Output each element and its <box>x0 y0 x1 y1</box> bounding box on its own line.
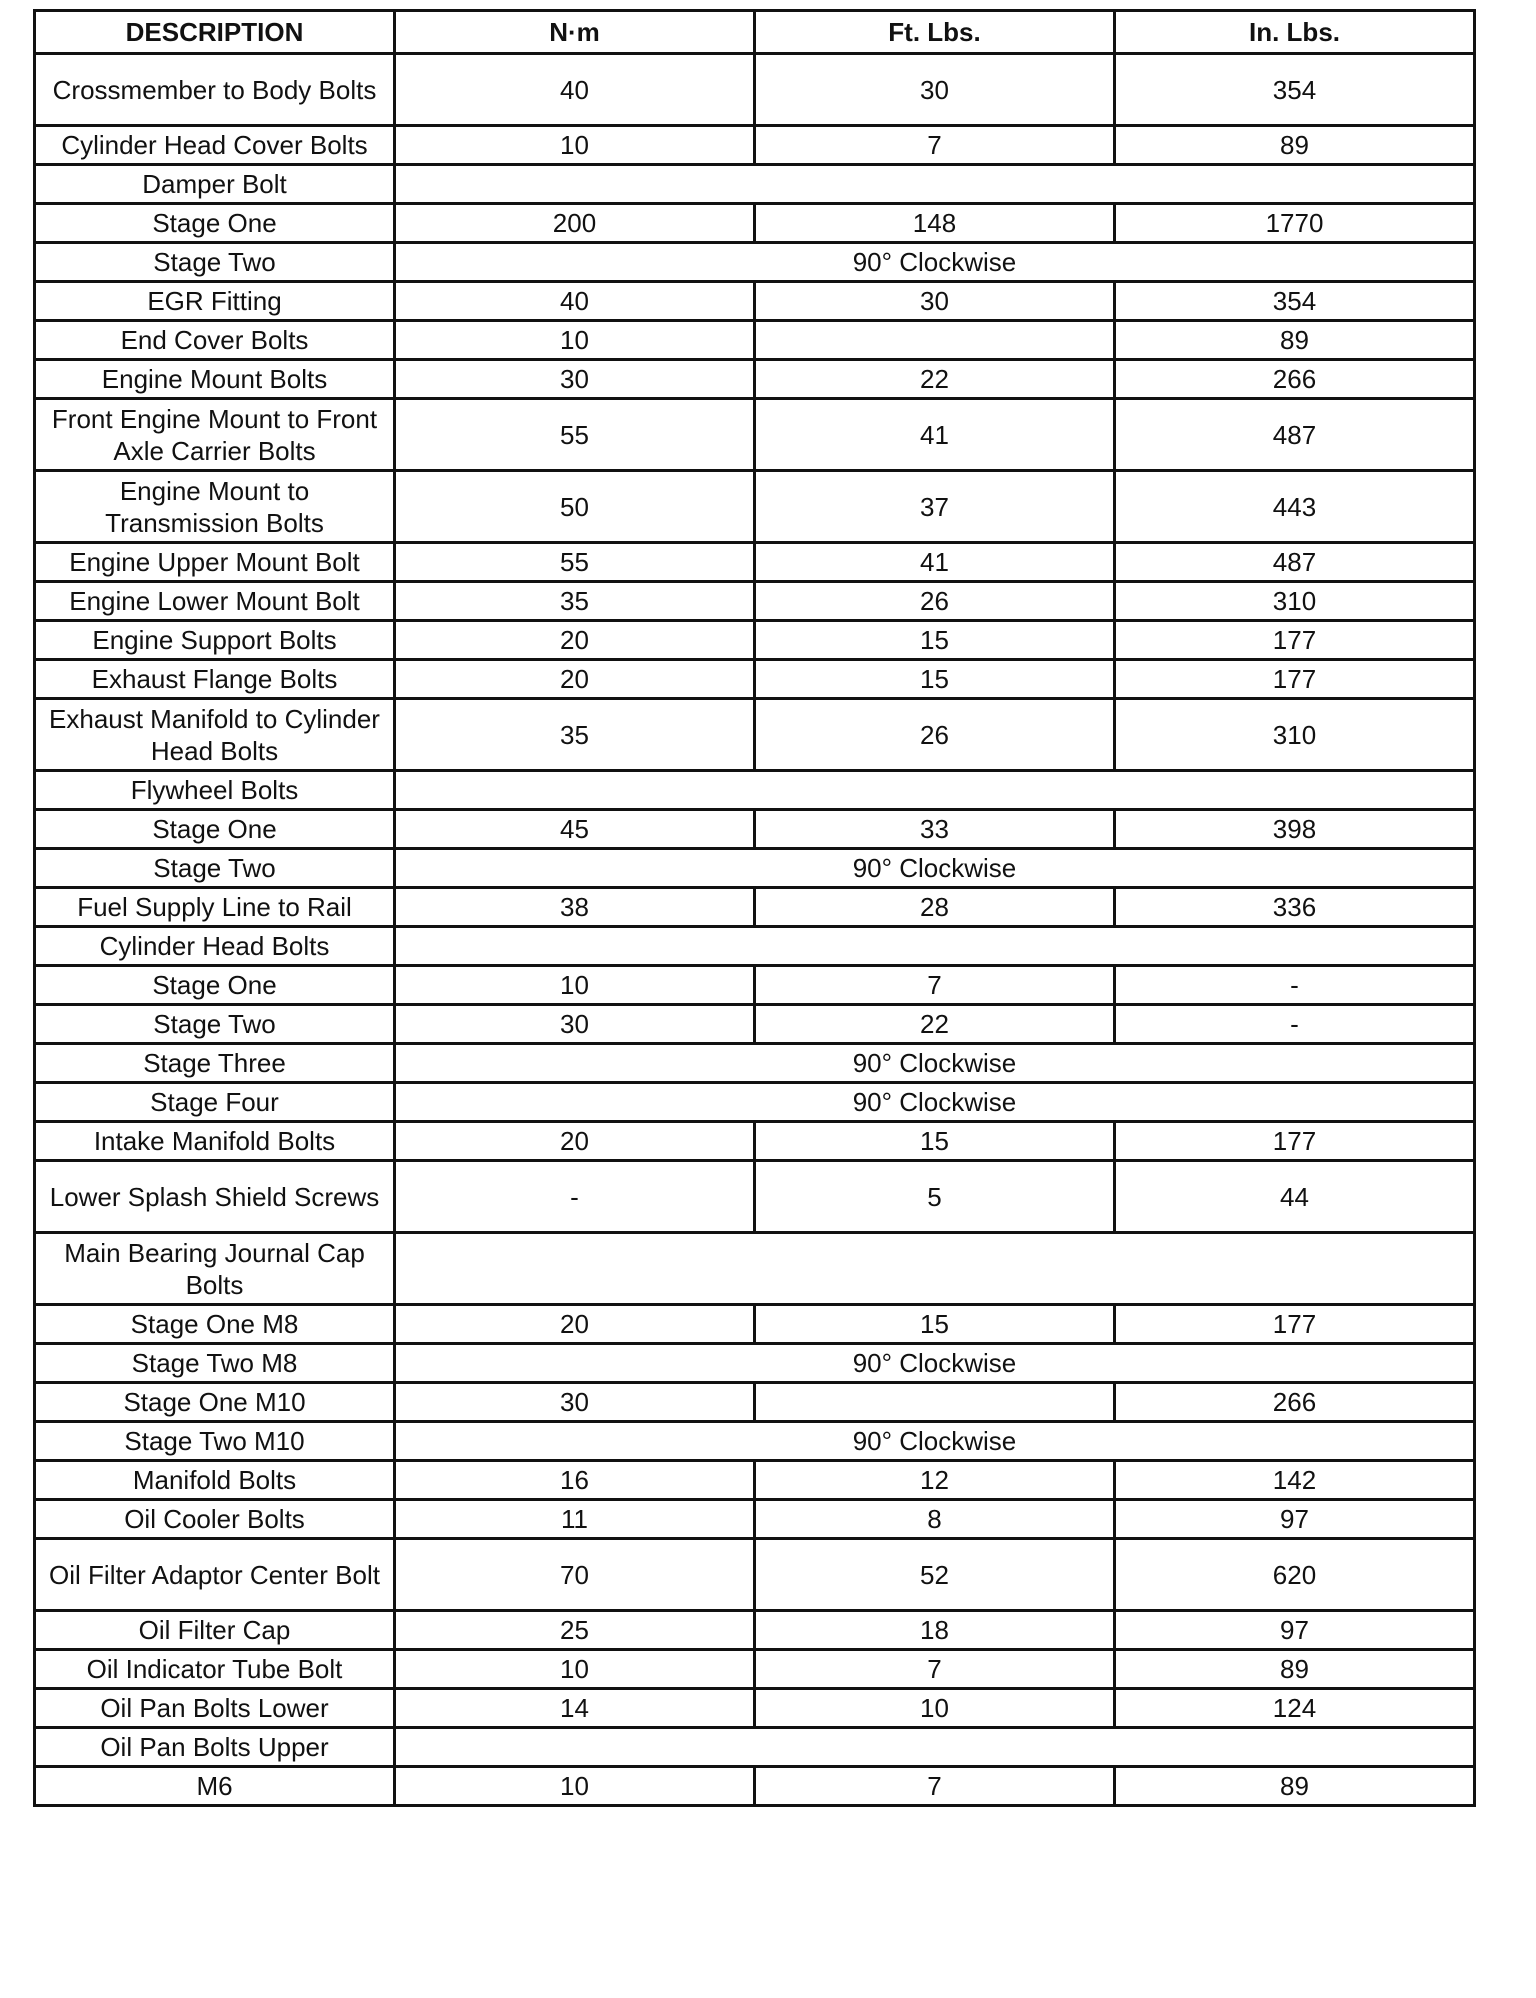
cell-description: Oil Pan Bolts Lower <box>35 1689 395 1728</box>
cell-in-lbs: 1770 <box>1115 204 1475 243</box>
cell-angle-spec: 90° Clockwise <box>395 1344 1475 1383</box>
cell-ft-lbs: 26 <box>755 699 1115 771</box>
cell-in-lbs: 354 <box>1115 54 1475 126</box>
cell-description: Engine Lower Mount Bolt <box>35 582 395 621</box>
cell-ft-lbs: 41 <box>755 399 1115 471</box>
cell-description: Flywheel Bolts <box>35 771 395 810</box>
cell-description: Stage One <box>35 966 395 1005</box>
table-row <box>35 1122 1475 1161</box>
cell-description: Front Engine Mount to Front Axle Carrier Bolts <box>35 399 395 471</box>
cell-description: Stage Three <box>35 1044 395 1083</box>
cell-angle-spec: 90° Clockwise <box>395 1422 1475 1461</box>
cell-in-lbs: 177 <box>1115 1122 1475 1161</box>
table-row <box>35 660 1475 699</box>
table-row <box>35 810 1475 849</box>
cell-angle-spec: 90° Clockwise <box>395 1083 1475 1122</box>
table-row <box>35 1161 1475 1233</box>
table-row <box>35 1083 1475 1122</box>
cell-in-lbs: 89 <box>1115 1767 1475 1806</box>
header-in-lbs: In. Lbs. <box>1115 11 1475 54</box>
cell-ft-lbs: 30 <box>755 54 1115 126</box>
cell-description: Fuel Supply Line to Rail <box>35 888 395 927</box>
torque-spec-table <box>33 9 1476 1807</box>
table-row <box>35 1422 1475 1461</box>
cell-in-lbs: 443 <box>1115 471 1475 543</box>
cell-nm: 10 <box>395 321 755 360</box>
cell-in-lbs: - <box>1115 1005 1475 1044</box>
table-row <box>35 1305 1475 1344</box>
cell-angle-spec: 90° Clockwise <box>395 243 1475 282</box>
cell-description: Manifold Bolts <box>35 1461 395 1500</box>
cell-in-lbs: 97 <box>1115 1611 1475 1650</box>
cell-description: EGR Fitting <box>35 282 395 321</box>
cell-in-lbs: 266 <box>1115 1383 1475 1422</box>
cell-description: Cylinder Head Bolts <box>35 927 395 966</box>
cell-ft-lbs: 7 <box>755 126 1115 165</box>
table-row <box>35 1044 1475 1083</box>
cell-ft-lbs: 33 <box>755 810 1115 849</box>
cell-nm: 10 <box>395 1650 755 1689</box>
table-row <box>35 1689 1475 1728</box>
table-row <box>35 1005 1475 1044</box>
cell-in-lbs: 89 <box>1115 321 1475 360</box>
table-row <box>35 582 1475 621</box>
cell-nm: 20 <box>395 1122 755 1161</box>
cell-in-lbs: 89 <box>1115 126 1475 165</box>
cell-description: Stage One <box>35 204 395 243</box>
cell-nm: 20 <box>395 660 755 699</box>
cell-ft-lbs: 5 <box>755 1161 1115 1233</box>
cell-in-lbs: 177 <box>1115 621 1475 660</box>
cell-in-lbs: 398 <box>1115 810 1475 849</box>
cell-description: Engine Mount Bolts <box>35 360 395 399</box>
cell-nm: 45 <box>395 810 755 849</box>
cell-description: Exhaust Flange Bolts <box>35 660 395 699</box>
cell-nm: 35 <box>395 699 755 771</box>
cell-in-lbs: 266 <box>1115 360 1475 399</box>
cell-ft-lbs: 52 <box>755 1539 1115 1611</box>
cell-ft-lbs: 7 <box>755 966 1115 1005</box>
table-row <box>35 543 1475 582</box>
cell-description: M6 <box>35 1767 395 1806</box>
table-row <box>35 243 1475 282</box>
cell-ft-lbs: 7 <box>755 1767 1115 1806</box>
cell-nm: 10 <box>395 966 755 1005</box>
cell-nm: 30 <box>395 1005 755 1044</box>
cell-in-lbs: 89 <box>1115 1650 1475 1689</box>
cell-in-lbs: 44 <box>1115 1161 1475 1233</box>
table-row <box>35 399 1475 471</box>
cell-ft-lbs: 7 <box>755 1650 1115 1689</box>
table-body <box>35 54 1475 1806</box>
table-row <box>35 1233 1475 1305</box>
cell-nm: 16 <box>395 1461 755 1500</box>
cell-description: Engine Support Bolts <box>35 621 395 660</box>
cell-ft-lbs: 15 <box>755 621 1115 660</box>
table-row <box>35 204 1475 243</box>
header-nm: N·m <box>395 11 755 54</box>
cell-ft-lbs: 15 <box>755 1305 1115 1344</box>
cell-angle-spec: 90° Clockwise <box>395 1044 1475 1083</box>
cell-description: Engine Upper Mount Bolt <box>35 543 395 582</box>
cell-in-lbs: 354 <box>1115 282 1475 321</box>
cell-empty-span <box>395 1233 1475 1305</box>
cell-description: Stage Two <box>35 243 395 282</box>
cell-description: Oil Filter Adaptor Center Bolt <box>35 1539 395 1611</box>
cell-angle-spec: 90° Clockwise <box>395 849 1475 888</box>
cell-in-lbs: 310 <box>1115 582 1475 621</box>
table-row <box>35 927 1475 966</box>
cell-description: Intake Manifold Bolts <box>35 1122 395 1161</box>
table-row <box>35 471 1475 543</box>
cell-nm: 40 <box>395 54 755 126</box>
cell-description: Engine Mount to Transmission Bolts <box>35 471 395 543</box>
cell-in-lbs: 487 <box>1115 399 1475 471</box>
table-row <box>35 321 1475 360</box>
cell-ft-lbs <box>755 321 1115 360</box>
cell-nm: 11 <box>395 1500 755 1539</box>
cell-description: End Cover Bolts <box>35 321 395 360</box>
table-row <box>35 126 1475 165</box>
cell-ft-lbs: 37 <box>755 471 1115 543</box>
cell-empty-span <box>395 165 1475 204</box>
cell-description: Stage Two <box>35 849 395 888</box>
cell-description: Stage Four <box>35 1083 395 1122</box>
cell-in-lbs: 97 <box>1115 1500 1475 1539</box>
cell-nm: 55 <box>395 543 755 582</box>
cell-nm: 14 <box>395 1689 755 1728</box>
table-row <box>35 1767 1475 1806</box>
cell-nm: 200 <box>395 204 755 243</box>
cell-description: Stage One M8 <box>35 1305 395 1344</box>
cell-nm: 55 <box>395 399 755 471</box>
table-row <box>35 1539 1475 1611</box>
cell-in-lbs: 487 <box>1115 543 1475 582</box>
cell-in-lbs: 142 <box>1115 1461 1475 1500</box>
cell-description: Stage One <box>35 810 395 849</box>
cell-description: Oil Cooler Bolts <box>35 1500 395 1539</box>
table-row <box>35 849 1475 888</box>
cell-empty-span <box>395 927 1475 966</box>
cell-empty-span <box>395 771 1475 810</box>
cell-nm: - <box>395 1161 755 1233</box>
table-row <box>35 1461 1475 1500</box>
header-ft-lbs: Ft. Lbs. <box>755 11 1115 54</box>
table-row <box>35 966 1475 1005</box>
cell-ft-lbs: 12 <box>755 1461 1115 1500</box>
cell-description: Stage Two M8 <box>35 1344 395 1383</box>
cell-ft-lbs: 30 <box>755 282 1115 321</box>
cell-in-lbs: 310 <box>1115 699 1475 771</box>
cell-description: Damper Bolt <box>35 165 395 204</box>
cell-description: Cylinder Head Cover Bolts <box>35 126 395 165</box>
cell-nm: 50 <box>395 471 755 543</box>
cell-in-lbs: 620 <box>1115 1539 1475 1611</box>
table-row <box>35 1500 1475 1539</box>
table-row <box>35 1383 1475 1422</box>
cell-nm: 30 <box>395 360 755 399</box>
cell-in-lbs: 177 <box>1115 1305 1475 1344</box>
cell-in-lbs: 177 <box>1115 660 1475 699</box>
cell-ft-lbs: 10 <box>755 1689 1115 1728</box>
cell-nm: 38 <box>395 888 755 927</box>
table-row <box>35 771 1475 810</box>
table-row <box>35 54 1475 126</box>
cell-ft-lbs: 41 <box>755 543 1115 582</box>
cell-ft-lbs: 22 <box>755 360 1115 399</box>
cell-description: Stage Two <box>35 1005 395 1044</box>
cell-in-lbs: 124 <box>1115 1689 1475 1728</box>
table-row <box>35 1344 1475 1383</box>
table-row <box>35 1728 1475 1767</box>
cell-nm: 25 <box>395 1611 755 1650</box>
cell-description: Oil Pan Bolts Upper <box>35 1728 395 1767</box>
header-description: DESCRIPTION <box>35 11 395 54</box>
cell-nm: 30 <box>395 1383 755 1422</box>
cell-description: Main Bearing Journal Cap Bolts <box>35 1233 395 1305</box>
cell-description: Stage One M10 <box>35 1383 395 1422</box>
cell-ft-lbs: 8 <box>755 1500 1115 1539</box>
cell-nm: 70 <box>395 1539 755 1611</box>
cell-description: Lower Splash Shield Screws <box>35 1161 395 1233</box>
cell-nm: 20 <box>395 1305 755 1344</box>
cell-empty-span <box>395 1728 1475 1767</box>
cell-nm: 10 <box>395 126 755 165</box>
cell-nm: 20 <box>395 621 755 660</box>
cell-ft-lbs <box>755 1383 1115 1422</box>
table-row <box>35 1611 1475 1650</box>
cell-description: Oil Filter Cap <box>35 1611 395 1650</box>
table-row <box>35 699 1475 771</box>
cell-description: Crossmember to Body Bolts <box>35 54 395 126</box>
cell-in-lbs: - <box>1115 966 1475 1005</box>
table-row <box>35 888 1475 927</box>
cell-ft-lbs: 15 <box>755 1122 1115 1161</box>
cell-ft-lbs: 148 <box>755 204 1115 243</box>
table-row <box>35 1650 1475 1689</box>
cell-nm: 10 <box>395 1767 755 1806</box>
cell-in-lbs: 336 <box>1115 888 1475 927</box>
cell-ft-lbs: 26 <box>755 582 1115 621</box>
cell-ft-lbs: 22 <box>755 1005 1115 1044</box>
cell-description: Oil Indicator Tube Bolt <box>35 1650 395 1689</box>
cell-description: Stage Two M10 <box>35 1422 395 1461</box>
cell-nm: 35 <box>395 582 755 621</box>
header-row <box>35 11 1475 54</box>
cell-ft-lbs: 28 <box>755 888 1115 927</box>
table-row <box>35 360 1475 399</box>
cell-nm: 40 <box>395 282 755 321</box>
cell-description: Exhaust Manifold to Cylinder Head Bolts <box>35 699 395 771</box>
cell-ft-lbs: 15 <box>755 660 1115 699</box>
table-row <box>35 165 1475 204</box>
table-row <box>35 621 1475 660</box>
table-row <box>35 282 1475 321</box>
cell-ft-lbs: 18 <box>755 1611 1115 1650</box>
